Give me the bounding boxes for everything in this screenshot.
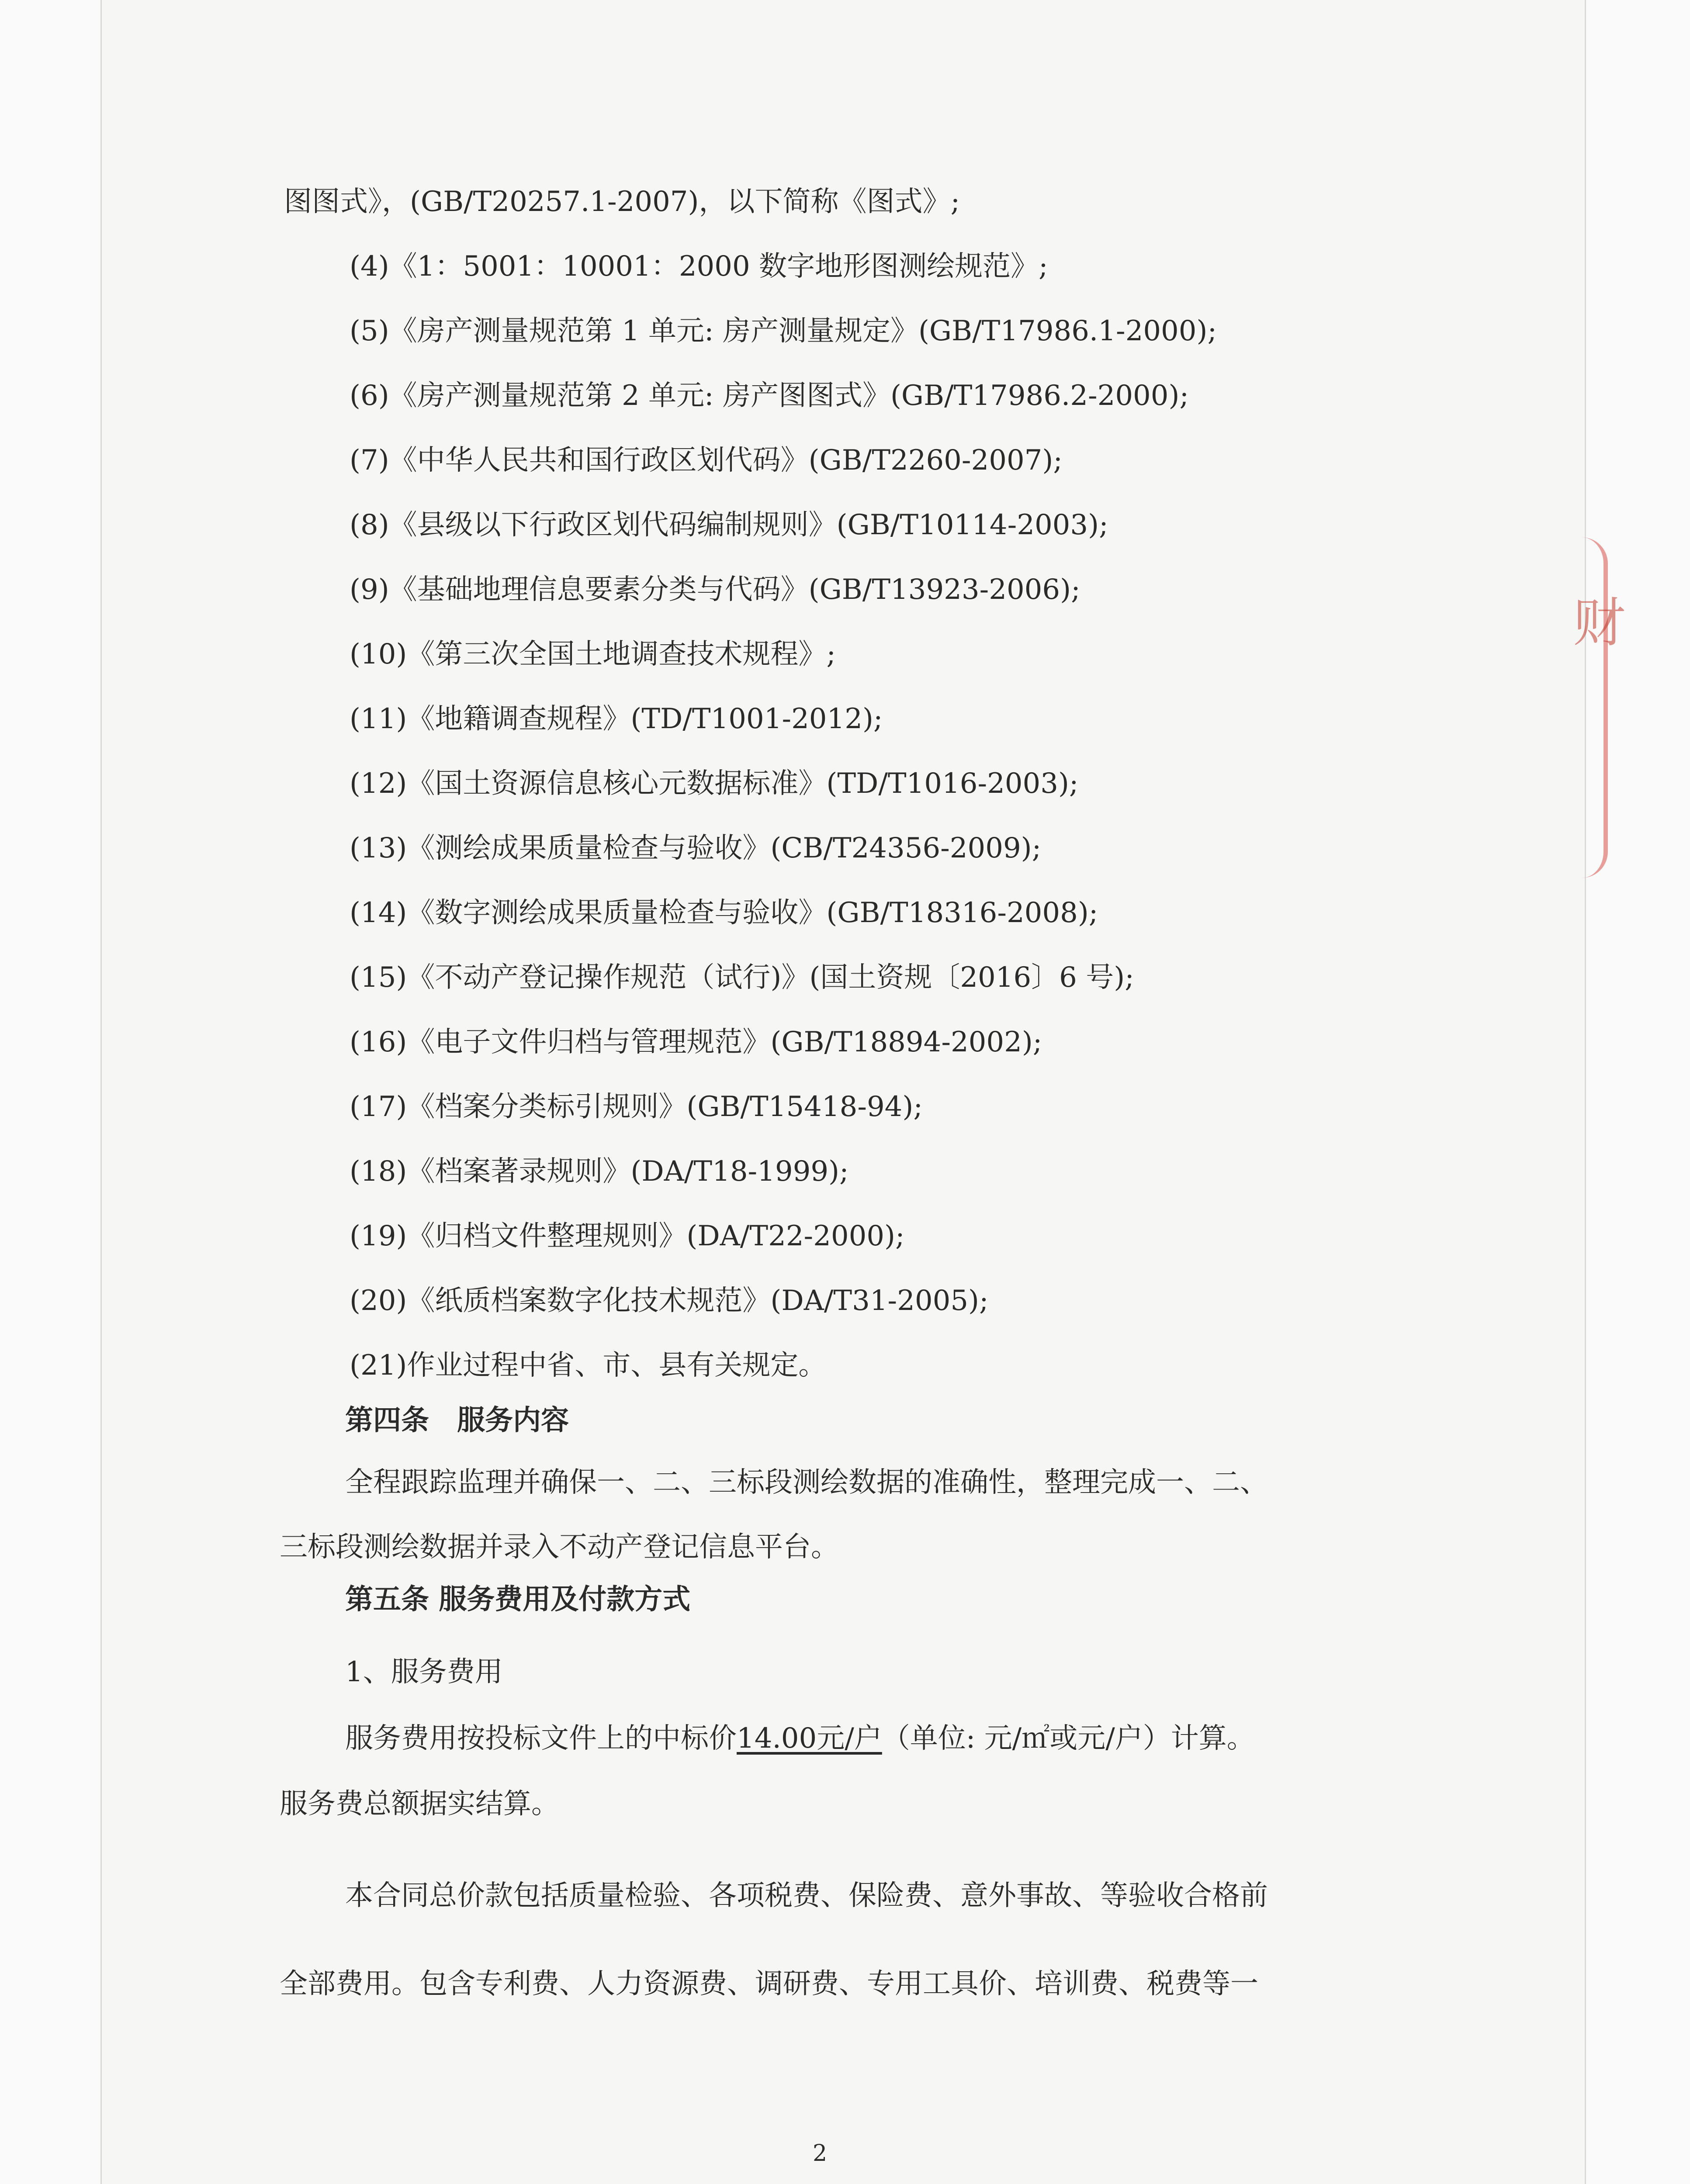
page-number: 2 xyxy=(813,2140,828,2167)
reference-item: (13)《测绘成果质量检查与验收》(CB/T24356-2009); xyxy=(350,832,1042,864)
fee-line xyxy=(345,1722,1255,1755)
article-5-paragraph: 全部费用。包含专利费、人力资源费、调研费、专用工具价、培训费、税费等一 xyxy=(280,1968,1258,2000)
fee-line-2: 服务费总额据实结算。 xyxy=(280,1788,559,1820)
article-4-heading: 第四条 服务内容 xyxy=(345,1404,569,1437)
reference-item: (11)《地籍调查规程》(TD/T1001-2012); xyxy=(350,703,883,735)
scan-margin-left xyxy=(0,0,100,2184)
article-4-body: 全程跟踪监理并确保一、二、三标段测绘数据的准确性，整理完成一、二、 xyxy=(345,1466,1268,1499)
reference-item: (8)《县级以下行政区划代码编制规则》(GB/T10114-2003); xyxy=(350,509,1108,541)
reference-item: (9)《基础地理信息要素分类与代码》(GB/T13923-2006); xyxy=(350,574,1080,606)
reference-item: (4)《1：5001：10001：2000 数字地形图测绘规范》; xyxy=(350,250,1048,283)
reference-item: (6)《房产测量规范第 2 单元: 房产图图式》(GB/T17986.2-2000); xyxy=(350,380,1189,412)
fee-value: 14.00元/户 xyxy=(737,1722,882,1755)
reference-item: (10)《第三次全国土地调查技术规程》; xyxy=(350,638,836,670)
scan-margin-right xyxy=(1586,0,1690,2184)
text-line: 图图式》，(GB/T20257.1-2007)，以下简称《图式》; xyxy=(284,186,960,218)
article-5-paragraph: 本合同总价款包括质量检验、各项税费、保险费、意外事故、等验收合格前 xyxy=(345,1880,1268,1912)
reference-item: (14)《数字测绘成果质量检查与验收》(GB/T18316-2008); xyxy=(350,897,1098,929)
reference-item: (18)《档案著录规则》(DA/T18-1999); xyxy=(350,1155,849,1188)
reference-item: (15)《不动产登记操作规范（试行)》(国土资规〔2016〕6 号); xyxy=(350,961,1134,994)
fee-prefix: 服务费用按投标文件上的中标价 xyxy=(345,1722,737,1755)
red-seal-glyph: 财 xyxy=(1573,593,1625,653)
reference-item: (16)《电子文件归档与管理规范》(GB/T18894-2002); xyxy=(350,1026,1042,1058)
reference-item: (7)《中华人民共和国行政区划代码》(GB/T2260-2007); xyxy=(350,444,1063,477)
reference-item: (19)《归档文件整理规则》(DA/T22-2000); xyxy=(350,1220,905,1252)
fee-suffix: （单位: 元/㎡或元/户）计算。 xyxy=(882,1722,1255,1755)
article-5-subheading: 1、服务费用 xyxy=(345,1656,503,1688)
reference-item: (17)《档案分类标引规则》(GB/T15418-94); xyxy=(350,1091,923,1123)
article-5-heading: 第五条 服务费用及付款方式 xyxy=(345,1583,691,1616)
reference-item: (21)作业过程中省、市、县有关规定。 xyxy=(350,1349,827,1382)
reference-item: (5)《房产测量规范第 1 单元: 房产测量规定》(GB/T17986.1-2000); xyxy=(350,315,1217,347)
reference-item: (20)《纸质档案数字化技术规范》(DA/T31-2005); xyxy=(350,1285,989,1317)
article-4-body: 三标段测绘数据并录入不动产登记信息平台。 xyxy=(280,1531,839,1563)
reference-item: (12)《国土资源信息核心元数据标准》(TD/T1016-2003); xyxy=(350,767,1079,800)
